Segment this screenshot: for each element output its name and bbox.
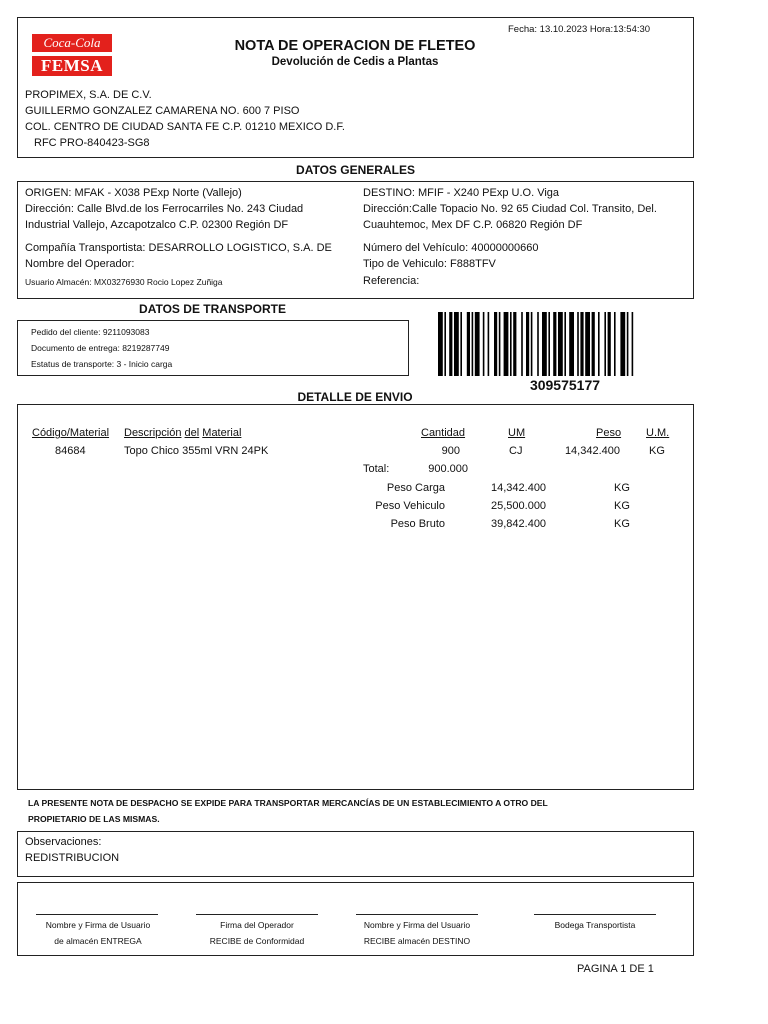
barcode [436, 312, 666, 376]
barcode-bar [475, 312, 480, 376]
col-desc-word3: Material [202, 427, 242, 439]
observaciones-value: REDISTRIBUCION [25, 852, 120, 864]
peso-bruto-value: 39,842.400 [491, 518, 547, 530]
detalle-envio-box [17, 404, 694, 790]
usuario-almacen: Usuario Almacén: MX03276930 Rocio Lopez Zuñiga [25, 277, 223, 287]
destino-direccion-2: Cuauhtemoc, Mex DF C.P. 06820 Región DF [363, 219, 583, 231]
document-title: NOTA DE OPERACION DE FLETEO [234, 38, 476, 54]
legal-line-2: PROPIETARIO DE LAS MISMAS. [28, 814, 160, 824]
referencia: Referencia: [363, 275, 420, 287]
barcode-bar [598, 312, 600, 376]
barcode-bar [592, 312, 595, 376]
peso-vehiculo-unit: KG [614, 500, 630, 512]
col-descripcion-material [124, 427, 241, 439]
peso-carga-value: 14,342.400 [491, 482, 547, 494]
destino-direccion-1: Dirección:Calle Topacio No. 92 65 Ciudad Col. Transito, Del. [363, 203, 657, 215]
signature-line-2 [196, 914, 318, 915]
barcode-bar [444, 312, 446, 376]
signature-3-line1: Nombre y Firma del Usuario [363, 920, 471, 930]
barcode-bar [472, 312, 474, 376]
numero-vehiculo: Número del Vehículo: 40000000660 [363, 242, 539, 254]
col-um: UM [508, 427, 526, 439]
total-label: Total: [363, 463, 390, 475]
barcode-bar [577, 312, 579, 376]
barcode-bar [542, 312, 547, 376]
barcode-number: 309575177 [529, 377, 601, 393]
logo-bottom: FEMSA [32, 56, 112, 76]
barcode-bar [620, 312, 625, 376]
barcode-bar [454, 312, 459, 376]
signature-line-4 [534, 914, 656, 915]
barcode-bar [569, 312, 574, 376]
peso-carga-label: Peso Carga [386, 482, 445, 494]
barcode-bar [526, 312, 529, 376]
peso-carga-unit: KG [614, 482, 630, 494]
barcode-bar [585, 312, 590, 376]
pedido-cliente: Pedido del cliente: 9211093083 [31, 327, 150, 337]
barcode-bar [504, 312, 509, 376]
col-peso: Peso [596, 427, 622, 439]
barcode-bar [548, 312, 550, 376]
barcode-bar [632, 312, 634, 376]
row-descripcion: Topo Chico 355ml VRN 24PK [124, 445, 269, 457]
observaciones-label: Observaciones: [25, 836, 102, 848]
company-name: PROPIMEX, S.A. DE C.V. [25, 89, 152, 101]
detalle-envio-heading: DETALLE DE ENVIO [297, 390, 413, 404]
signature-line-1 [36, 914, 158, 915]
peso-bruto-label: Peso Bruto [390, 518, 445, 530]
company-rfc: RFC PRO-840423-SG8 [34, 137, 150, 149]
company-address2: COL. CENTRO DE CIUDAD SANTA FE C.P. 01210 MEXICO D.F. [25, 121, 345, 133]
barcode-bar [627, 312, 629, 376]
row-codigo: 84684 [55, 445, 86, 457]
barcode-bar [604, 312, 606, 376]
fecha-hora: Fecha: 13.10.2023 Hora:13:54:30 [508, 24, 651, 35]
datos-generales-heading: DATOS GENERALES [296, 163, 415, 177]
col-desc-word1: Descripción [124, 427, 182, 439]
legal-line-1: LA PRESENTE NOTA DE DESPACHO SE EXPIDE PARA TRANSPORTAR MERCANCÍAS DE UN ESTABLECIMIENTO A OTRO DEL [28, 798, 548, 808]
peso-vehiculo-label: Peso Vehiculo [375, 500, 445, 512]
tipo-vehiculo: Tipo de Vehiculo: F888TFV [363, 258, 496, 270]
document-subtitle: Devolución de Cedis a Plantas [271, 56, 439, 68]
documento-entrega: Documento de entrega: 8219287749 [31, 343, 170, 353]
origen-direccion-2: Industrial Vallejo, Azcapotzalco C.P. 02300 Región DF [25, 219, 289, 231]
signature-1-line2: de almacén ENTREGA [54, 936, 142, 946]
signature-2-line1: Firma del Operador [220, 920, 294, 930]
barcode-bar [513, 312, 516, 376]
peso-vehiculo-value: 25,500.000 [491, 500, 547, 512]
signature-line-3 [356, 914, 478, 915]
estatus-transporte: Estatus de transporte: 3 - Inicio carga [31, 359, 173, 369]
row-um2: KG [649, 445, 665, 457]
page-number: PAGINA 1 DE 1 [577, 963, 654, 975]
barcode-bar [499, 312, 501, 376]
signature-1-line1: Nombre y Firma de Usuario [45, 920, 151, 930]
row-peso: 14,342.400 [564, 445, 620, 457]
barcode-bar [488, 312, 490, 376]
barcode-bar [467, 312, 470, 376]
barcode-bar [521, 312, 523, 376]
origen-direccion-1: Dirección: Calle Blvd.de los Ferrocarriles No. 243 Ciudad [25, 203, 304, 215]
barcode-bar [564, 312, 566, 376]
col-cantidad: Cantidad [421, 427, 466, 439]
barcode-bar [494, 312, 497, 376]
nombre-operador: Nombre del Operador: [25, 258, 135, 270]
destino: DESTINO: MFIF - X240 PExp U.O. Viga [363, 187, 560, 199]
row-cantidad: 900 [441, 445, 460, 457]
barcode-bar [580, 312, 583, 376]
signature-4-line1: Bodega Transportista [554, 920, 636, 930]
barcode-bar [438, 312, 443, 376]
compania-transportista: Compañía Transportista: DESARROLLO LOGISTICO, S.A. DE [25, 242, 332, 254]
coca-cola-femsa-logo [32, 34, 112, 78]
col-desc-word2: del [184, 427, 200, 439]
barcode-bar [460, 312, 462, 376]
col-um2: U.M. [646, 427, 670, 439]
barcode-bar [553, 312, 556, 376]
barcode-bar [483, 312, 485, 376]
barcode-bar [531, 312, 533, 376]
signature-2-line2: RECIBE de Conformidad [209, 936, 305, 946]
barcode-bar [537, 312, 539, 376]
peso-bruto-unit: KG [614, 518, 630, 530]
company-address1: GUILLERMO GONZALEZ CAMARENA NO. 600 7 PISO [25, 105, 300, 117]
datos-transporte-heading: DATOS DE TRANSPORTE [139, 302, 286, 316]
logo-top: Coca-Cola [32, 34, 112, 52]
col-codigo-material: Código/Material [32, 427, 110, 439]
barcode-bar [558, 312, 563, 376]
barcode-bar [608, 312, 611, 376]
row-um: CJ [509, 445, 523, 457]
total-value: 900.000 [428, 463, 468, 475]
barcode-bar [614, 312, 616, 376]
origen: ORIGEN: MFAK - X038 PExp Norte (Vallejo) [25, 187, 242, 199]
barcode-bar [510, 312, 512, 376]
barcode-bar [449, 312, 452, 376]
signature-3-line2: RECIBE almacén DESTINO [363, 936, 471, 946]
